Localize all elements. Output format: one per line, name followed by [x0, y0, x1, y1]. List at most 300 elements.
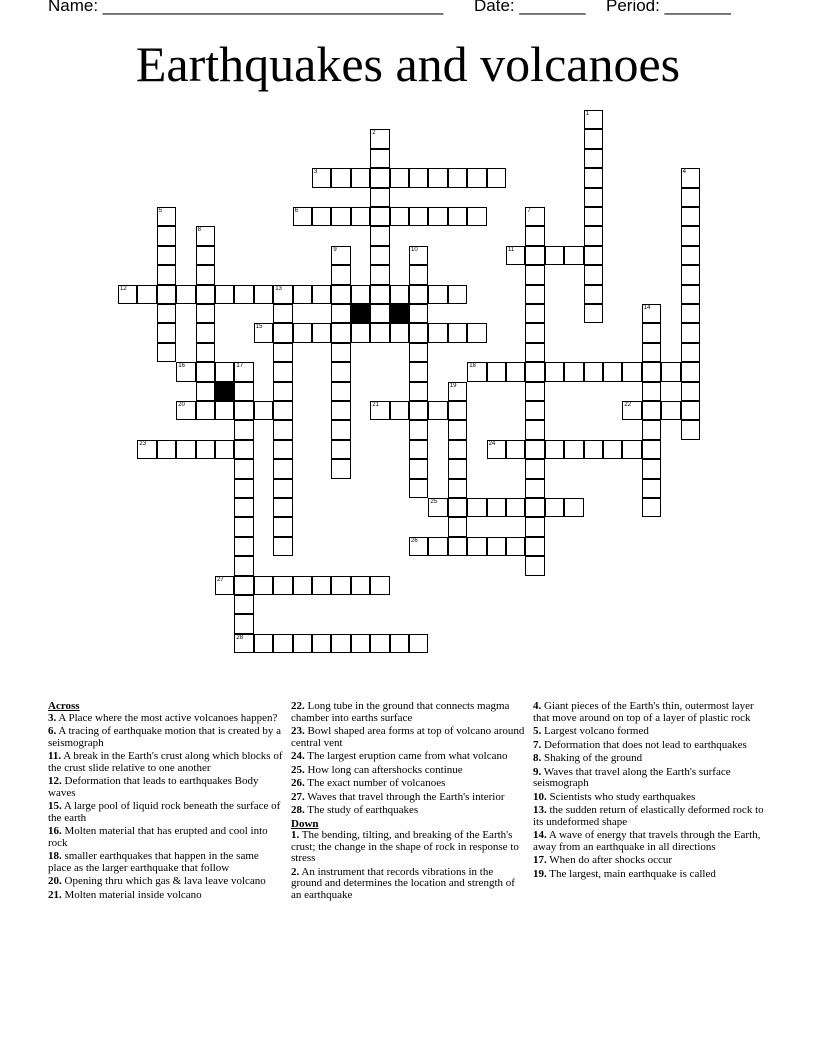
grid-cell[interactable]: [448, 479, 467, 498]
grid-cell[interactable]: [254, 285, 273, 304]
grid-cell[interactable]: [331, 285, 350, 304]
grid-cell[interactable]: [564, 498, 583, 517]
grid-cell[interactable]: [525, 420, 544, 439]
grid-cell[interactable]: [234, 382, 253, 401]
grid-cell[interactable]: [584, 265, 603, 284]
grid-cell[interactable]: [370, 246, 389, 265]
grid-cell[interactable]: [409, 537, 428, 556]
clue-number-label: 27.: [291, 790, 305, 803]
grid-cell[interactable]: [681, 207, 700, 226]
grid-cell[interactable]: [525, 382, 544, 401]
grid-cell[interactable]: [564, 440, 583, 459]
grid-cell[interactable]: [312, 634, 331, 653]
grid-cell[interactable]: [370, 207, 389, 226]
grid-cell[interactable]: [273, 343, 292, 362]
grid-cell[interactable]: [506, 246, 525, 265]
grid-cell[interactable]: [525, 459, 544, 478]
grid-cell[interactable]: [661, 362, 680, 381]
grid-cell[interactable]: [448, 168, 467, 187]
grid-cell[interactable]: [525, 285, 544, 304]
grid-cell[interactable]: [428, 285, 447, 304]
grid-cell[interactable]: [584, 188, 603, 207]
grid-cell[interactable]: [196, 362, 215, 381]
grid-cell[interactable]: [428, 537, 447, 556]
grid-cell[interactable]: [370, 168, 389, 187]
grid-cell[interactable]: [331, 576, 350, 595]
grid-cell[interactable]: [234, 614, 253, 633]
grid-cell[interactable]: [331, 304, 350, 323]
grid-cell[interactable]: [506, 440, 525, 459]
clue-text: A large pool of liquid rock beneath the surface of the earth: [48, 800, 281, 824]
grid-cell[interactable]: [584, 149, 603, 168]
grid-cell[interactable]: [331, 343, 350, 362]
grid-cell[interactable]: [487, 440, 506, 459]
grid-cell[interactable]: [273, 440, 292, 459]
clue-number: 19: [449, 382, 457, 389]
grid-cell[interactable]: [331, 168, 350, 187]
grid-cell[interactable]: [584, 246, 603, 265]
grid-cell[interactable]: [584, 440, 603, 459]
grid-cell[interactable]: [351, 634, 370, 653]
grid-cell[interactable]: [525, 362, 544, 381]
grid-cell[interactable]: [273, 459, 292, 478]
clue-text: The exact number of volcanoes: [304, 777, 446, 789]
grid-cell[interactable]: [273, 517, 292, 536]
grid-cell[interactable]: [428, 168, 447, 187]
grid-cell[interactable]: [215, 576, 234, 595]
clue-text: The largest, main earthquake is called: [546, 867, 716, 880]
grid-cell[interactable]: [525, 537, 544, 556]
clue-number-label: 16.: [48, 825, 62, 837]
grid-cell[interactable]: [293, 285, 312, 304]
clue-number-label: 20.: [48, 875, 62, 887]
clue-number: 10: [411, 246, 418, 253]
grid-cell[interactable]: [622, 440, 641, 459]
name-field-label[interactable]: Name: ____________________________________: [48, 0, 444, 15]
grid-cell[interactable]: [312, 168, 331, 187]
grid-cell[interactable]: [409, 323, 428, 342]
grid-cell[interactable]: [409, 440, 428, 459]
grid-cell[interactable]: [137, 440, 156, 459]
grid-cell[interactable]: [196, 401, 215, 420]
grid-cell[interactable]: [428, 207, 447, 226]
grid-cell[interactable]: [293, 207, 312, 226]
grid-cell[interactable]: [196, 440, 215, 459]
grid-cell[interactable]: [545, 440, 564, 459]
grid-cell[interactable]: [584, 168, 603, 187]
grid-cell[interactable]: [525, 304, 544, 323]
grid-cell[interactable]: [525, 246, 544, 265]
grid-cell[interactable]: [234, 634, 253, 653]
grid-cell[interactable]: [681, 420, 700, 439]
grid-cell[interactable]: [157, 207, 176, 226]
clue-text: A break in the Earth's crust along which blocks of the crust slide relative to one another: [48, 750, 283, 774]
grid-cell[interactable]: [176, 401, 195, 420]
grid-cell[interactable]: [448, 401, 467, 420]
clue-text: A tracing of earthquake motion that is created by a seismograph: [48, 725, 282, 749]
grid-cell[interactable]: [157, 323, 176, 342]
clue-number: 3: [314, 169, 318, 176]
grid-cell[interactable]: [176, 285, 195, 304]
grid-cell[interactable]: [525, 226, 544, 245]
grid-cell[interactable]: [312, 285, 331, 304]
clue-text: Shaking of the ground: [541, 752, 643, 764]
grid-cell[interactable]: [642, 440, 661, 459]
grid-cell[interactable]: [467, 537, 486, 556]
grid-cell[interactable]: [584, 226, 603, 245]
grid-cell[interactable]: [681, 246, 700, 265]
clue-number: 6: [294, 208, 298, 214]
grid-cell[interactable]: [331, 401, 350, 420]
grid-cell[interactable]: [584, 285, 603, 304]
grid-cell[interactable]: [312, 576, 331, 595]
grid-cell[interactable]: [487, 537, 506, 556]
grid-cell[interactable]: [584, 129, 603, 148]
clue-text: The largest eruption came from what volcano: [304, 750, 508, 762]
grid-cell[interactable]: [409, 246, 428, 265]
grid-cell[interactable]: [273, 382, 292, 401]
clue-number-label: 9.: [533, 765, 542, 778]
grid-cell[interactable]: [370, 226, 389, 245]
clue-text: How long can aftershocks continue: [304, 763, 463, 776]
clue-number: 25: [430, 499, 438, 505]
grid-cell[interactable]: [603, 362, 622, 381]
across-clue: [48, 726, 283, 749]
grid-cell[interactable]: [525, 401, 544, 420]
grid-cell[interactable]: [331, 323, 350, 342]
grid-cell[interactable]: [448, 382, 467, 401]
clue-text: Deformation that leads to earthquakes Body waves: [48, 775, 259, 799]
clue-number-label: 5.: [533, 725, 542, 737]
grid-cell[interactable]: [409, 304, 428, 323]
grid-cell[interactable]: [118, 285, 137, 304]
header: [48, 0, 768, 20]
grid-cell[interactable]: [370, 401, 389, 420]
grid-cell[interactable]: [215, 362, 234, 381]
grid-cell[interactable]: [331, 265, 350, 284]
clue-number: 22: [624, 402, 632, 408]
grid-cell[interactable]: [661, 401, 680, 420]
grid-cell[interactable]: [506, 537, 525, 556]
grid-cell[interactable]: [157, 285, 176, 304]
grid-cell[interactable]: [293, 576, 312, 595]
clue-number-label: 3.: [48, 711, 57, 724]
grid-cell[interactable]: [409, 459, 428, 478]
grid-cell[interactable]: [157, 343, 176, 362]
grid-cell[interactable]: [234, 576, 253, 595]
grid-cell[interactable]: [390, 285, 409, 304]
grid-cell[interactable]: [622, 362, 641, 381]
grid-cell[interactable]: [331, 207, 350, 226]
grid-cell[interactable]: [293, 323, 312, 342]
grid-cell[interactable]: [370, 304, 389, 323]
grid-cell[interactable]: [331, 382, 350, 401]
grid-cell[interactable]: [273, 362, 292, 381]
grid-cell[interactable]: [681, 168, 700, 187]
grid-cell[interactable]: [525, 323, 544, 342]
grid-cell[interactable]: [681, 226, 700, 245]
grid-cell[interactable]: [467, 498, 486, 517]
grid-cell[interactable]: [487, 498, 506, 517]
grid-cell[interactable]: [351, 576, 370, 595]
grid-cell[interactable]: [409, 265, 428, 284]
grid-cell[interactable]: [584, 207, 603, 226]
grid-cell[interactable]: [448, 517, 467, 536]
grid-cell[interactable]: [564, 246, 583, 265]
grid-cell[interactable]: [390, 634, 409, 653]
grid-cell[interactable]: [137, 285, 156, 304]
grid-cell[interactable]: [351, 168, 370, 187]
grid-cell[interactable]: [254, 634, 273, 653]
grid-cell[interactable]: [176, 362, 195, 381]
grid-cell[interactable]: [428, 401, 447, 420]
grid-cell[interactable]: [370, 129, 389, 148]
grid-cell[interactable]: [564, 362, 583, 381]
clue-number-label: 25.: [291, 763, 305, 776]
grid-cell[interactable]: [273, 285, 292, 304]
grid-cell[interactable]: [506, 498, 525, 517]
down-clue: [533, 701, 768, 724]
grid-cell[interactable]: [273, 634, 292, 653]
grid-cell[interactable]: [642, 420, 661, 439]
grid-cell[interactable]: [448, 459, 467, 478]
grid-cell[interactable]: [525, 517, 544, 536]
grid-cell[interactable]: [409, 362, 428, 381]
grid-cell[interactable]: [448, 537, 467, 556]
down-clue: [533, 726, 768, 738]
grid-cell[interactable]: [525, 343, 544, 362]
grid-cell[interactable]: [215, 401, 234, 420]
grid-cell[interactable]: [642, 479, 661, 498]
grid-cell[interactable]: [370, 265, 389, 284]
grid-cell[interactable]: [603, 440, 622, 459]
grid-cell[interactable]: [370, 634, 389, 653]
grid-cell[interactable]: [525, 207, 544, 226]
across-clue: [291, 765, 526, 777]
grid-cell[interactable]: [157, 440, 176, 459]
grid-cell[interactable]: [681, 323, 700, 342]
grid-cell[interactable]: [506, 362, 525, 381]
grid-cell[interactable]: [234, 459, 253, 478]
clue-number-label: 6.: [48, 725, 57, 737]
clue-number-label: 11.: [48, 750, 62, 762]
grid-cell[interactable]: [273, 537, 292, 556]
grid-cell[interactable]: [448, 207, 467, 226]
grid-cell[interactable]: [390, 401, 409, 420]
grid-cell[interactable]: [370, 285, 389, 304]
clue-text: The bending, tilting, and breaking of the Earth's crust; the change in the shape of rock in response to stress: [291, 829, 519, 864]
grid-cell[interactable]: [409, 401, 428, 420]
grid-cell[interactable]: [409, 285, 428, 304]
grid-cell[interactable]: [448, 285, 467, 304]
page-title: Earthquakes and volcanoes: [135, 36, 681, 92]
grid-cell[interactable]: [681, 265, 700, 284]
grid-cell[interactable]: [196, 265, 215, 284]
grid-cell[interactable]: [642, 323, 661, 342]
grid-cell[interactable]: [409, 343, 428, 362]
grid-cell[interactable]: [390, 168, 409, 187]
clue-number: 18: [469, 363, 476, 370]
grid-cell[interactable]: [487, 168, 506, 187]
grid-cell[interactable]: [234, 498, 253, 517]
grid-cell[interactable]: [196, 304, 215, 323]
grid-cell[interactable]: [525, 556, 544, 575]
grid-cell[interactable]: [370, 576, 389, 595]
grid-cell[interactable]: [584, 304, 603, 323]
grid-cell[interactable]: [428, 323, 447, 342]
grid-cell[interactable]: [273, 304, 292, 323]
grid-cell[interactable]: [234, 362, 253, 381]
grid-cell[interactable]: [622, 401, 641, 420]
grid-cell[interactable]: [642, 382, 661, 401]
grid-cell[interactable]: [215, 440, 234, 459]
grid-cell[interactable]: [312, 323, 331, 342]
grid-cell[interactable]: [428, 498, 447, 517]
grid-cell[interactable]: [370, 188, 389, 207]
grid-cell[interactable]: [331, 440, 350, 459]
clue-text: When do after shocks occur: [546, 854, 673, 866]
down-clue: [533, 869, 768, 881]
grid-cell[interactable]: [234, 595, 253, 614]
across-heading: Across: [48, 700, 80, 712]
grid-cell[interactable]: [215, 285, 234, 304]
grid-cell[interactable]: [293, 634, 312, 653]
grid-cell[interactable]: [448, 440, 467, 459]
grid-cell[interactable]: [370, 149, 389, 168]
grid-cell[interactable]: [234, 401, 253, 420]
grid-cell[interactable]: [525, 498, 544, 517]
grid-cell[interactable]: [409, 479, 428, 498]
clue-number: 4: [682, 169, 686, 176]
grid-cell[interactable]: [409, 420, 428, 439]
grid-cell[interactable]: [157, 304, 176, 323]
grid-cell[interactable]: [196, 226, 215, 245]
grid-cell[interactable]: [642, 362, 661, 381]
grid-cell[interactable]: [681, 188, 700, 207]
grid-cell[interactable]: [196, 343, 215, 362]
down-clue: [291, 867, 526, 902]
grid-cell[interactable]: [642, 401, 661, 420]
grid-cell[interactable]: [273, 479, 292, 498]
grid-cell[interactable]: [351, 207, 370, 226]
grid-cell[interactable]: [467, 207, 486, 226]
down-clue: [533, 740, 768, 752]
grid-cell[interactable]: [525, 440, 544, 459]
grid-cell[interactable]: [176, 440, 195, 459]
grid-cell[interactable]: [351, 285, 370, 304]
grid-cell[interactable]: [196, 323, 215, 342]
grid-cell[interactable]: [409, 382, 428, 401]
grid-cell[interactable]: [681, 382, 700, 401]
grid-cell[interactable]: [273, 401, 292, 420]
grid-cell[interactable]: [234, 556, 253, 575]
clue-number: 13: [275, 285, 282, 292]
across-clues-part-1: [48, 713, 283, 902]
grid-cell[interactable]: [409, 168, 428, 187]
grid-cell[interactable]: [642, 498, 661, 517]
grid-cell[interactable]: [642, 343, 661, 362]
across-clue: [291, 792, 526, 804]
grid-cell[interactable]: [351, 323, 370, 342]
period-field-label[interactable]: Period: _______: [606, 0, 731, 15]
grid-cell[interactable]: [525, 479, 544, 498]
grid-cell[interactable]: [467, 362, 486, 381]
clue-number-label: 28.: [291, 804, 305, 816]
grid-cell[interactable]: [234, 517, 253, 536]
grid-cell[interactable]: [196, 285, 215, 304]
down-clue: [533, 792, 768, 804]
grid-cell[interactable]: [409, 634, 428, 653]
grid-cell[interactable]: [681, 401, 700, 420]
grid-cell[interactable]: [545, 246, 564, 265]
grid-cell[interactable]: [390, 323, 409, 342]
grid-cell[interactable]: [331, 459, 350, 478]
grid-cell[interactable]: [234, 285, 253, 304]
grid-cell[interactable]: [467, 323, 486, 342]
grid-cell[interactable]: [681, 285, 700, 304]
grid-cell[interactable]: [157, 226, 176, 245]
grid-cell[interactable]: [273, 576, 292, 595]
grid-cell[interactable]: [467, 168, 486, 187]
grid-cell[interactable]: [234, 420, 253, 439]
grid-cell[interactable]: [584, 362, 603, 381]
grid-cell[interactable]: [273, 323, 292, 342]
grid-block: [390, 304, 409, 323]
grid-cell[interactable]: [331, 634, 350, 653]
grid-cell[interactable]: [390, 207, 409, 226]
grid-cell[interactable]: [487, 362, 506, 381]
grid-cell[interactable]: [642, 304, 661, 323]
grid-cell[interactable]: [448, 420, 467, 439]
grid-cell[interactable]: [273, 498, 292, 517]
grid-cell[interactable]: [196, 246, 215, 265]
grid-cell[interactable]: [331, 246, 350, 265]
grid-cell[interactable]: [409, 207, 428, 226]
grid-cell[interactable]: [681, 304, 700, 323]
grid-cell[interactable]: [157, 246, 176, 265]
clue-number: 16: [178, 363, 185, 370]
clue-number: 9: [333, 246, 337, 253]
grid-cell[interactable]: [525, 265, 544, 284]
grid-cell[interactable]: [254, 401, 273, 420]
clue-text: Scientists who study earthquakes: [546, 790, 696, 803]
grid-cell[interactable]: [312, 207, 331, 226]
clue-column-1: [48, 701, 283, 903]
grid-cell[interactable]: [254, 576, 273, 595]
grid-cell[interactable]: [448, 323, 467, 342]
grid-cell[interactable]: [273, 420, 292, 439]
grid-cell[interactable]: [545, 498, 564, 517]
grid-cell[interactable]: [331, 362, 350, 381]
grid-cell[interactable]: [234, 537, 253, 556]
grid-cell[interactable]: [234, 479, 253, 498]
grid-cell[interactable]: [370, 323, 389, 342]
grid-cell[interactable]: [157, 265, 176, 284]
grid-cell[interactable]: [681, 362, 700, 381]
grid-cell[interactable]: [642, 459, 661, 478]
grid-cell[interactable]: [681, 343, 700, 362]
clue-text: A Place where the most active volcanoes happen?: [56, 711, 278, 724]
grid-cell[interactable]: [584, 110, 603, 129]
grid-cell[interactable]: [545, 362, 564, 381]
grid-cell[interactable]: [234, 440, 253, 459]
grid-cell[interactable]: [448, 498, 467, 517]
date-field-label[interactable]: Date: _______: [474, 0, 586, 15]
grid-cell[interactable]: [331, 420, 350, 439]
down-clue: [291, 830, 526, 865]
grid-cell[interactable]: [196, 382, 215, 401]
grid-cell[interactable]: [254, 323, 273, 342]
